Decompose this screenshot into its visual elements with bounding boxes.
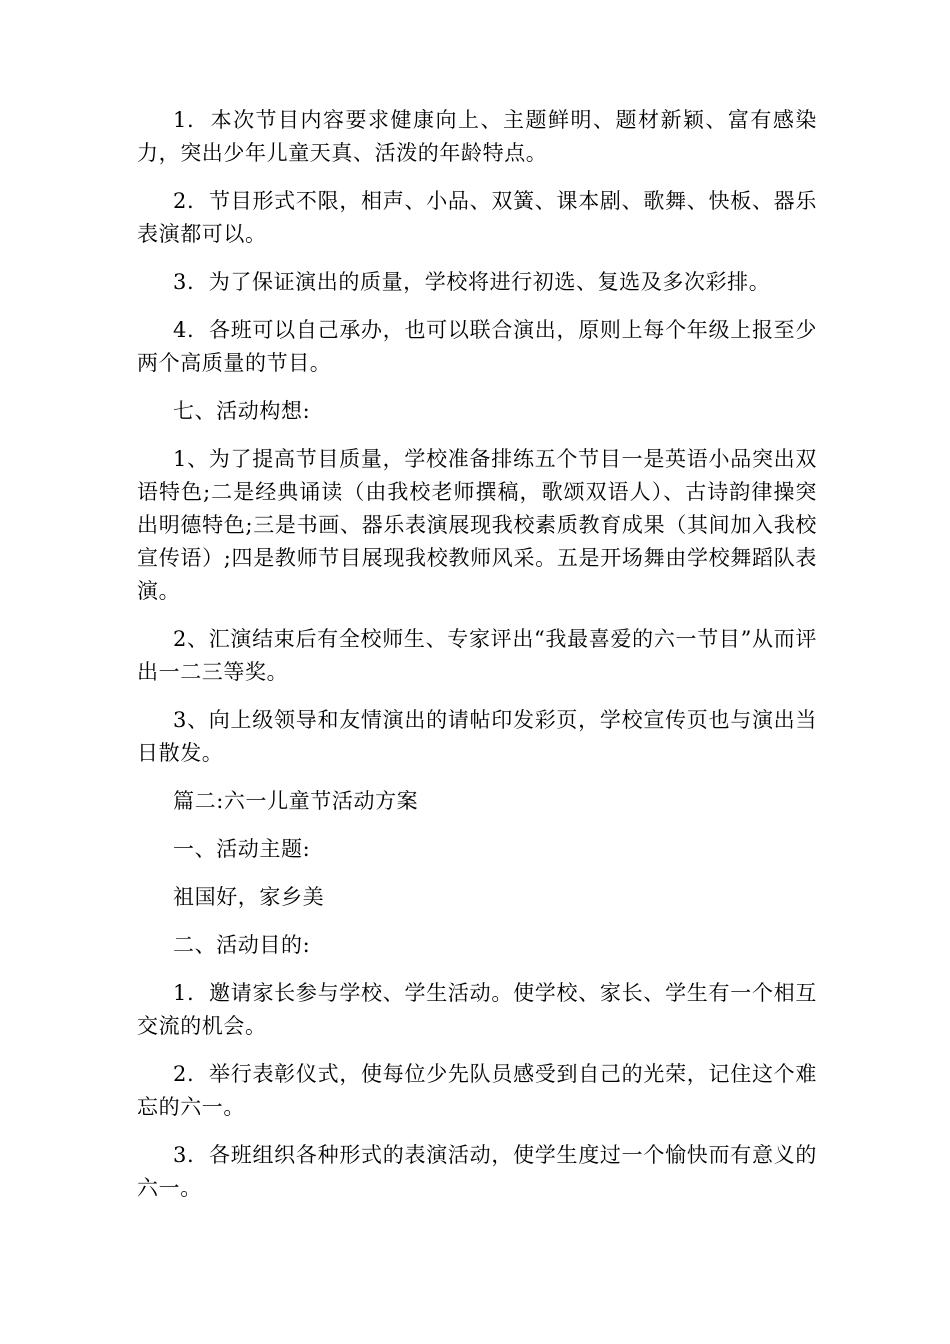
paragraph-commendation: 2. 举行表彰仪式，使每位少先队员感受到自己的光荣，记住这个难忘的六一。 (137, 1062, 817, 1119)
paragraph-program-requirements: 1. 本次节目内容要求健康向上、主题鲜明、题材新颖、富有感染力，突出少年儿童天真、活泼的年龄特点。 (137, 108, 817, 165)
paragraph-five-programs: 1、为了提高节目质量，学校准备排练五个节目一是英语小品突出双语特色;二是经典诵读（由我校老师撰稿，歌颂双语人）、古诗韵律操突出明德特色;三是书画、器乐表演展现我校素质教育成果（其间加入我校宣传语）;四是教师节目展现我校教师风采。五是开场舞由学校舞蹈队表演。 (137, 447, 817, 603)
paragraph-class-performances: 3. 各班组织各种形式的表演活动，使学生度过一个愉快而有意义的六一。 (137, 1143, 817, 1200)
paragraph-program-forms: 2. 节目形式不限，相声、小品、双簧、课本剧、歌舞、快板、器乐表演都可以。 (137, 189, 817, 246)
paragraph-class-submission: 4. 各班可以自己承办，也可以联合演出，原则上每个年级上报至少两个高质量的节目。 (137, 318, 817, 375)
paragraph-quality-selection: 3. 为了保证演出的质量，学校将进行初选、复选及多次彩排。 (173, 270, 771, 294)
paragraph-awards: 2、汇演结束后有全校师生、专家评出“我最喜爱的六一节目”从而评出一二三等奖。 (137, 627, 817, 684)
paragraph-invitations: 3、向上级领导和友情演出的请帖印发彩页，学校宣传页也与演出当日散发。 (137, 708, 817, 765)
paragraph-invite-parents: 1. 邀请家长参与学校、学生活动。使学校、家长、学生有一个相互交流的机会。 (137, 981, 817, 1038)
paragraph-theme: 祖国好，家乡美 (173, 885, 325, 909)
heading-activity-concept: 七、活动构想: (173, 399, 311, 423)
document-body (137, 104, 817, 1220)
heading-activity-theme: 一、活动主题: (173, 837, 311, 861)
heading-activity-purpose: 二、活动目的: (173, 933, 311, 957)
heading-part-two: 篇二:六一儿童节活动方案 (173, 789, 419, 813)
